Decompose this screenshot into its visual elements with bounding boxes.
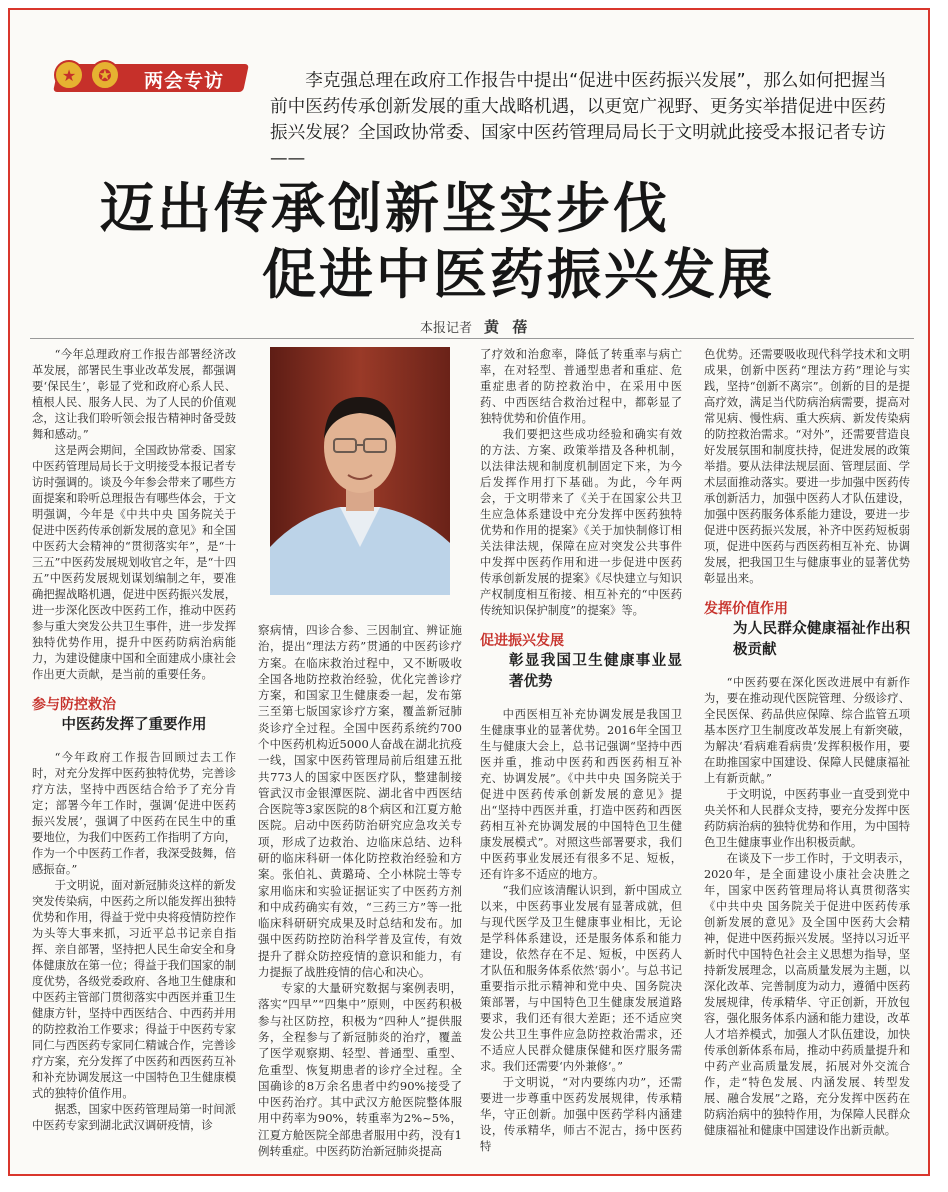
badge-label: 两会专访	[144, 70, 225, 92]
section-tag: 参与防控救治	[32, 697, 116, 713]
paragraph: 我们要把这些成功经验和确实有效的方法、方案、政策举措及各种机制，以法律法规和制度机制固定下来，为今后发挥作用打下基础。为此，今年两会，于文明带来了《关于在国家公共卫生应急体系建设中充分发挥中医药独特优势和作用的提案》《关于加快制修订相关法律法规，保障在应对突发公共事件中发挥中医药作用和进一步促进中医药传承创新发展的提案》《尽快建立与知识产权制度相互衔接、相互补充的“中医药传统知识保护制度”的提案》等。	[480, 428, 682, 617]
portrait-photo	[270, 347, 450, 595]
paragraph: 了疗效和治愈率，降低了转重率与病亡率，在对轻型、普通型患者和重症、危重症患者的防控救治中，在采用中医药、中西医结合救治过程中，都彰显了独特优势和价值作用。	[480, 348, 682, 425]
paragraph: “今年政府工作报告回顾过去工作时，对充分发挥中医药独特优势，完善诊疗方法，坚持中西医结合给予了充分肯定；部署今年工作时，强调‘促进中医药振兴发展’，强调了中医药在民生中的重要地位，为我们中医药工作指明了方向，作为一个中医药工作者，我深受鼓舞，倍感振奋。”	[32, 751, 236, 876]
article-column-4	[704, 347, 910, 1139]
paragraph: 专家的大量研究数据与案例表明，落实“四早”“四集中”原则，中医药积极参与社区防控，积极为“四种人”提供服务，全程参与了新冠肺炎的治疗，覆盖了医学观察期、轻型、普通型、重型、危重型、恢复期患者的诊疗全过程。全国确诊的8万余名患者中约90%接受了中医药治疗。其中武汉方舱医院整体服用中药率为90%，转重率为2%~5%，江夏方舱医院全部患者服用中药，没有1例转重症。中医药防治新冠肺炎提高	[258, 981, 462, 1158]
section-tag: 促进振兴发展	[480, 633, 564, 649]
paragraph: “今年总理政府工作报告部署经济改革发展，部署民生事业改革发展，都强调要‘保民生’，彰显了党和政府心系人民、植根人民、服务人民、为了人民的价值观念，这让我们聆听领会报告精神时备受鼓舞和感动。”	[32, 348, 236, 441]
headline-line-1: 迈出传承创新坚实步伐	[100, 177, 670, 240]
byline	[420, 316, 531, 337]
section-title: 为人民群众健康福祉作出积极贡献	[733, 621, 910, 658]
paragraph: “我们应该清醒认识到，新中国成立以来，中医药事业发展有显著成就，但与现代医学及卫生健康事业相比，无论是学科体系建设，还是服务体系和能力建设，依然存在不足、短板，中医药人才队伍和服务体系依然‘弱小’。与总书记重要指示批示精神和党中央、国务院决策部署，与中国特色卫生健康发展道路要求，我们还有很大差距；还不适应突发公共卫生事件应急防控救治需求，还不适应人民群众健康保健和医疗服务需求。我们还需要‘内外兼修’。”	[480, 884, 682, 1073]
paragraph: 于文明说，面对新冠肺炎这样的新发突发传染病，中医药之所以能发挥出独特优势和作用，得益于党中央将疫情防控作为头等大事来抓，习近平总书记亲自指挥、亲自部署，坚持把人民生命安全和身体健康放在第一位；得益于我们国家的制度优势，各级党委政府、各地卫生健康和中医药主管部门贯彻落实中西医并重卫生健康方针，坚持中西医结合、中西药并用的防控救治工作要求；得益于中医药专家同仁与西医药专家同仁精诚合作，完善诊疗方案，充分发挥了中医药和西医药互补和补充协调发展这一中国特色卫生健康模式的独特价值作用。	[32, 879, 236, 1100]
article-column-1	[32, 347, 236, 1134]
lead-paragraph: 李克强总理在政府工作报告中提出“促进中医药振兴发展”，那么如何把握当前中医药传承创新发展的重大战略机遇，以更宽广视野、更务实举措促进中医药振兴发展？全国政协常委、国家中医药管理局局长于文明就此接受本报记者专访——	[270, 70, 887, 169]
paragraph: “中医药要在深化医改进展中有新作为，要在推动现代医院管理、分级诊疗、全民医保、药品供应保障、综合监管五项基本医疗卫生制度改革发展上有新突破，为解决‘看病难看病贵’发挥积极作用，要在助推国家中国建设、保障人民健康福祉上有新贡献。”	[704, 676, 910, 785]
article-column-3	[480, 347, 682, 1155]
article-column-2	[258, 622, 462, 1159]
section-title: 彰显我国卫生健康事业显著优势	[509, 653, 682, 690]
paragraph: 于文明说，“对内要练内功”，还需要进一步尊重中医药发展规律，传承精华，守正创新。加强中医药学科内涵建设，传承精华，师古不泥古，扬中医药特	[480, 1076, 682, 1153]
headline-rule	[30, 338, 914, 339]
national-emblem-icon: ★	[54, 60, 84, 90]
paragraph: 这是两会期间，全国政协常委、国家中医药管理局局长于文明接受本报记者专访时强调的。谈及今年参会带来了哪些方面提案和聆听总理报告有哪些体会，于文明强调，今年是《中共中央 国务院关于促进中医药传承创新发展的意见》和全国中医药大会精神的“贯彻落实年”，是“十三五”中医药发展规划收官之年，是“十四五”中医药发展规划谋划编制之年，要准确把握战略机遇，促进中医药振兴发展，进一步深化医改中医药工作，推动中医药参与重大突发公共卫生事件，进一步发挥独特优势作用，提升中医药防病治病能力，为建设健康中国和全面建成小康社会作出更大贡献，是当前的重要任务。	[32, 444, 236, 681]
section-badge	[36, 58, 250, 98]
headline-line-2: 促进中医药振兴发展	[262, 243, 775, 306]
byline-name: 黄 蓓	[484, 318, 532, 336]
cppcc-emblem-icon: ✪	[90, 60, 120, 90]
paragraph: 在谈及下一步工作时，于文明表示，2020年，是全面建设小康社会决胜之年，国家中医药管理局将认真贯彻落实《中共中央 国务院关于促进中医药传承创新发展的意见》及全国中医药大会精神，促进中医药振兴发展。坚持以习近平新时代中国特色社会主义思想为指导，坚持新发展理念，以高质量发展为主题，以深化改革、完善制度为动力，遵循中医药发展规律，传承精华、守正创新，开放包容，强化服务体系内涵和能力建设，改革人才培养模式，加强人才队伍建设，加快传承创新体系布局，推动中药质量提升和中药产业高质量发展，拓展对外交流合作，走“特色发展、内涵发展、转型发展、融合发展”之路，充分发挥中医药在防病治病中的独特作用，为保障人民群众健康福祉和健康中国建设作出新贡献。	[704, 852, 910, 1137]
paragraph: 于文明说，中医药事业一直受到党中央关怀和人民群众支持，要充分发挥中医药防病治病的独特优势和作用，为中国特色卫生健康事业作出积极贡献。	[704, 788, 910, 849]
portrait-illustration	[270, 347, 450, 595]
paragraph: 据悉，国家中医药管理局第一时间派中医药专家到湖北武汉调研疫情，诊	[32, 1103, 236, 1132]
byline-role: 本报记者	[420, 321, 473, 336]
paragraph: 中西医相互补充协调发展是我国卫生健康事业的显著优势。2016年全国卫生与健康大会上，总书记强调“坚持中西医并重，推动中医药和西医药相互补充、协调发展”。《中共中央 国务院关于促进中医药传承创新发展的意见》提出“坚持中西医并重，打造中医药和西医药相互补充协调发展的中国特色卫生健康发展模式”。对照这些部署要求，我们中医药事业发展还有很多不足、短板，还有许多不适应的地方。	[480, 708, 682, 881]
paragraph: 色优势。还需要吸收现代科学技术和文明成果，创新中医药“理法方药”理论与实践，坚持“创新不离宗”。创新的目的是提高疗效，满足当代防病治病需要，提高对常见病、慢性病、重大疾病、新发传染病的防控救治需求。“对外”，还需要营造良好发展氛围和制度扶持，促进发展的政策举措。要从法律法规层面、管理层面、学术层面推动落实。要进一步加强中医药传承创新活力，加强中医药人才队伍建设，加强中医药服务体系能力建设，要进一步促进中医药振兴发展，补齐中医药短板弱项，促进中医药与西医药相互补充、协调发展，把我国卫生与健康事业的显著优势彰显出来。	[704, 348, 910, 585]
section-title: 中医药发挥了重要作用	[61, 717, 207, 733]
section-tag: 发挥价值作用	[704, 601, 788, 617]
paragraph: 察病情，四诊合参、三因制宜、辨证施治，提出“理法方药”贯通的中医药诊疗方案。在临床救治过程中，又不断吸收全国各地防控救治经验，优化完善诊疗方案，和国家卫生健康委一起，发布第三至第七版国家诊疗方案，覆盖新冠肺炎诊疗全过程。全国中医药系统约700个中医药机构近5000人奋战在湖北抗疫一线，国家中医药管理局前后组建五批共773人的国家中医医疗队，整建制接管武汉市金银潭医院、湖北省中西医结合医院等3家医院的8个病区和江夏方舱医院。启动中医药防治研究应急攻关专项，形成了边救治、边临床总结、边科研的临床科研一体化防控救治经验和方案。张伯礼、黄璐琦、仝小林院士等专家用临床和实验证据证实了中医药方剂和中成药确实有效，“三药三方”等一批临床科研研究成果及时总结和发布。加强中医药防控防治科学普及宣传，有效提升了群众防控疫情的意识和能力，有力提振了战胜疫情的信心和决心。	[258, 623, 462, 979]
